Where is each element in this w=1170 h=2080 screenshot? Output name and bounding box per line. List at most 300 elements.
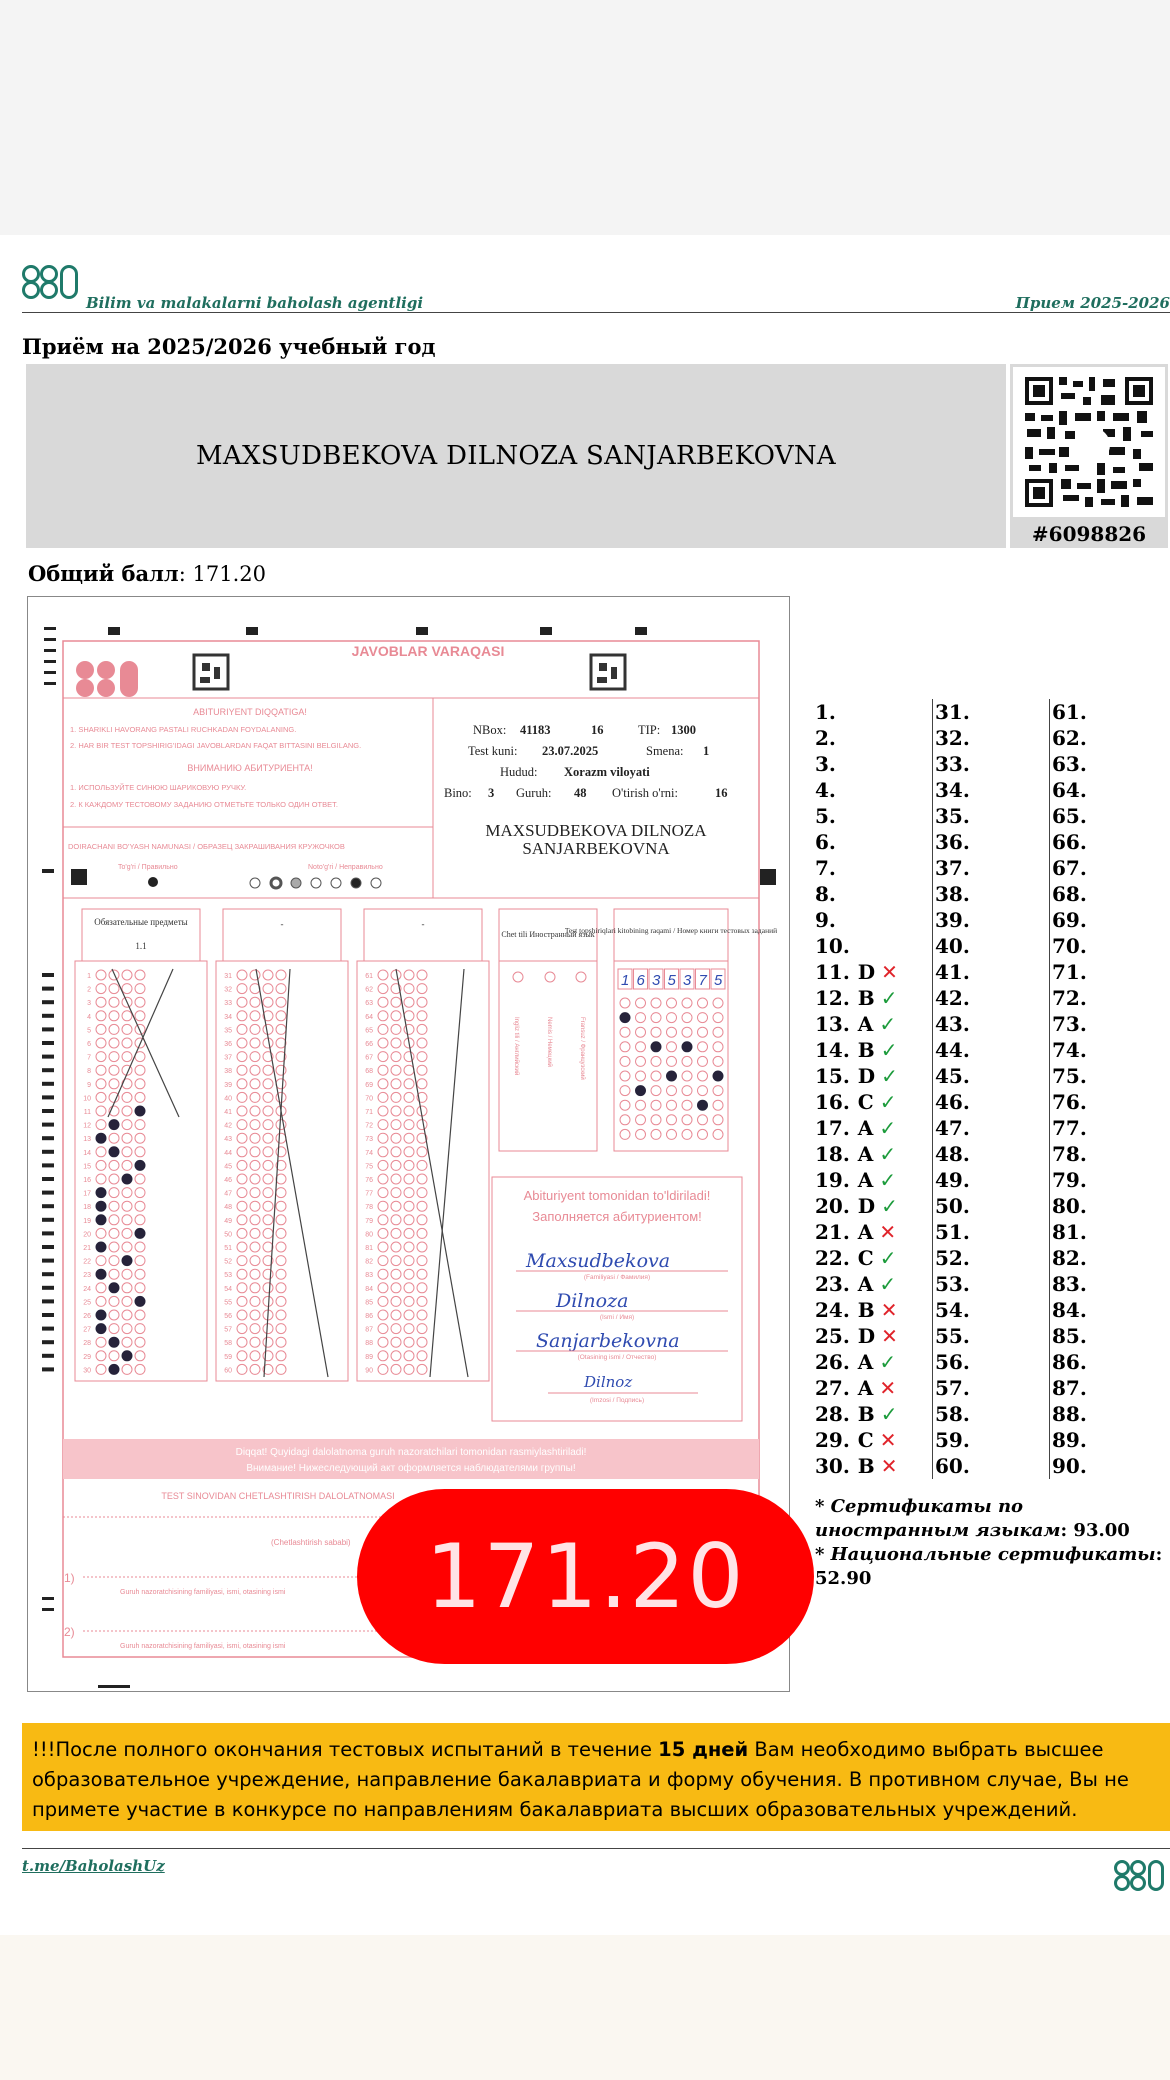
answer-number: 46. [935, 1090, 970, 1114]
answer-number: 31. [935, 700, 970, 724]
answer-bubble [417, 1364, 427, 1374]
answer-bubble [122, 984, 132, 994]
answer-number: 55. [935, 1324, 970, 1348]
answer-bubble [417, 1065, 427, 1075]
cross-icon: ✕ [880, 1298, 898, 1322]
nbox-number: 16 [591, 723, 604, 737]
booklet-bubble [698, 1086, 708, 1096]
answer-bubble [391, 1092, 401, 1102]
answer-bubble [263, 1283, 273, 1293]
smena-label: Smena: [646, 744, 684, 758]
sheet-question-number: 16 [83, 1177, 91, 1184]
answer-bubble [378, 1024, 388, 1034]
answer-row [815, 829, 933, 855]
answer-bubble [135, 1174, 145, 1184]
cross-icon: ✕ [879, 1428, 897, 1452]
answer-number: 85. [1052, 1324, 1087, 1348]
answer-number: 72. [1052, 986, 1087, 1010]
answer-row [815, 803, 933, 829]
answer-row [935, 1297, 1050, 1323]
answer-number: 37. [935, 856, 970, 880]
answer-bubble [378, 970, 388, 980]
answer-row [1052, 1219, 1167, 1245]
booklet-bubble-filled [682, 1042, 692, 1052]
booklet-bubble [620, 1115, 630, 1125]
answer-bubble [250, 1188, 260, 1198]
answer-row [815, 1245, 933, 1271]
answer-bubble [263, 1133, 273, 1143]
answer-bubble [263, 997, 273, 1007]
sheet-question-number: 77 [365, 1190, 373, 1198]
answer-number: 48. [935, 1142, 970, 1166]
answer-bubble [404, 1215, 414, 1225]
sheet-question-number: 59 [224, 1353, 232, 1361]
observer-2-label: Guruh nazoratchisining familiyasi, ismi, otasining ismi [120, 1643, 286, 1650]
answers-column-3 [1049, 699, 1167, 1479]
answer-bubble [404, 1228, 414, 1238]
answer-bubble [404, 1133, 414, 1143]
sheet-question-number: 6 [87, 1041, 91, 1048]
observer-1-number: 1) [64, 1571, 75, 1585]
answer-number: 47. [935, 1116, 970, 1140]
sheet-question-number: 36 [224, 1041, 232, 1048]
answer-row [935, 881, 1050, 907]
answer-bubble [404, 1337, 414, 1347]
sheet-question-number: 14 [83, 1149, 91, 1157]
answer-row [815, 1089, 933, 1115]
answer-bubble [96, 984, 106, 994]
answer-row [815, 1297, 933, 1323]
answer-bubble [276, 1310, 286, 1320]
answer-bubble [250, 1092, 260, 1102]
bino-label: Bino: [444, 786, 472, 800]
answer-bubble [250, 1296, 260, 1306]
answer-bubble [135, 1120, 145, 1130]
answer-row [1052, 1323, 1167, 1349]
answer-bubble [263, 1201, 273, 1211]
answer-bubble [237, 1364, 247, 1374]
answer-bubble [417, 1310, 427, 1320]
booklet-bubble [620, 998, 630, 1008]
answer-bubble [109, 1201, 119, 1211]
answer-bubble [135, 1269, 145, 1279]
answer-bubble [109, 1269, 119, 1279]
answer-number: 87. [1052, 1376, 1087, 1400]
answer-bubble [122, 1201, 132, 1211]
answer-bubble [391, 1174, 401, 1184]
answer-bubble [263, 1120, 273, 1130]
answer-bubble [391, 1147, 401, 1157]
answer-row [935, 1271, 1050, 1297]
answer-bubble [109, 1324, 119, 1334]
agency-name: Bilim va malakalarni baholash agentligi [86, 294, 424, 312]
answer-bubble [404, 1188, 414, 1198]
answer-bubble [391, 1133, 401, 1143]
answer-number: 59. [935, 1428, 970, 1452]
answer-number: 80. [1052, 1194, 1087, 1218]
booklet-bubble [636, 1056, 646, 1066]
answer-number: 19. [815, 1168, 850, 1192]
answer-number: 23. [815, 1272, 850, 1296]
answer-bubble [263, 1079, 273, 1089]
test-day-value: 23.07.2025 [542, 744, 599, 758]
answer-bubble [96, 1147, 106, 1157]
answer-row [815, 1193, 933, 1219]
banner-line-1: Diqqat! Quyidagi dalolatnoma guruh nazoratchilari tomonidan rasmiylashtiriladi! [235, 1447, 587, 1458]
answer-row [815, 1323, 933, 1349]
answer-bubble [378, 997, 388, 1007]
total-score-label: Общий балл [28, 561, 179, 586]
answer-bubble [391, 1364, 401, 1374]
answer-bubble [417, 1147, 427, 1157]
answer-row [1052, 777, 1167, 803]
booklet-bubble [667, 1013, 677, 1023]
answer-letter: A [857, 1012, 874, 1036]
answer-bubble [276, 1133, 286, 1143]
answer-bubble [417, 970, 427, 980]
answer-bubble [250, 1215, 260, 1225]
booklet-bubble [667, 1115, 677, 1125]
answer-row [935, 985, 1050, 1011]
signature-mark: Dilnoz [584, 1373, 633, 1391]
answer-bubble [391, 1310, 401, 1320]
booklet-bubble-filled [651, 1042, 661, 1052]
sheet-question-number: 57 [224, 1326, 232, 1334]
booklet-bubble [667, 1056, 677, 1066]
check-icon: ✓ [879, 1012, 897, 1036]
booklet-bubble [651, 1086, 661, 1096]
answer-bubble [417, 997, 427, 1007]
answer-row [815, 881, 933, 907]
sheet-question-number: 83 [365, 1272, 373, 1280]
answer-row [935, 1167, 1050, 1193]
answer-bubble [391, 1120, 401, 1130]
block1-code: 1.1 [135, 941, 147, 951]
answer-bubble [135, 1011, 145, 1021]
answer-number: 63. [1052, 752, 1087, 776]
answer-bubble [276, 1188, 286, 1198]
document-header [22, 283, 1170, 313]
booklet-bubble [698, 1042, 708, 1052]
bino-value: 3 [488, 786, 495, 800]
booklet-bubble [713, 998, 723, 1008]
booklet-bubble [667, 998, 677, 1008]
answer-row [1052, 855, 1167, 881]
answer-bubble [391, 1011, 401, 1021]
signature-name: Dilnoza [556, 1290, 629, 1312]
answer-bubble [237, 1310, 247, 1320]
rule-ru-1: 1. ИСПОЛЬЗУЙТЕ СИНЮЮ ШАРИКОВУЮ РУЧКУ. [70, 783, 247, 792]
answer-bubble [391, 1351, 401, 1361]
cross-icon: ✕ [881, 960, 898, 984]
answer-bubble [122, 1011, 132, 1021]
answer-bubble [276, 1024, 286, 1034]
sheet-question-number: 65 [365, 1027, 373, 1035]
sheet-question-number: 52 [224, 1258, 232, 1266]
answer-bubble [250, 1160, 260, 1170]
answer-bubble [276, 1269, 286, 1279]
answer-bubble [96, 1160, 106, 1170]
answer-bubble [417, 1188, 427, 1198]
booklet-bubble [620, 1100, 630, 1110]
answer-number: 18. [815, 1142, 850, 1166]
guruh-label: Guruh: [516, 786, 552, 800]
answer-bubble [96, 1364, 106, 1374]
answer-bubble [263, 1160, 273, 1170]
answer-bubble [109, 1024, 119, 1034]
booklet-bubble [651, 1071, 661, 1081]
answer-row [1052, 1375, 1167, 1401]
check-icon: ✓ [879, 1246, 897, 1270]
rule-uz-2: 2. HAR BIR TEST TOPSHIRIG'IDAGI JAVOBLARDAN FAQAT BITTASINI BELGILANG. [70, 741, 362, 750]
cross-icon: ✕ [880, 1454, 898, 1478]
answer-bubble [250, 1364, 260, 1374]
sheet-question-number: 46 [224, 1177, 232, 1184]
answer-number: 41. [935, 960, 970, 984]
answer-bubble [122, 1324, 132, 1334]
answer-bubble [417, 1351, 427, 1361]
answer-bubble-filled [122, 1256, 132, 1266]
booklet-bubble [698, 1027, 708, 1037]
booklet-bubble [651, 1100, 661, 1110]
answer-bubble [250, 1133, 260, 1143]
answer-number: 89. [1052, 1428, 1087, 1452]
booklet-digit: 1 [621, 972, 630, 989]
answer-bubble [263, 1024, 273, 1034]
answer-bubble [404, 1011, 414, 1021]
answer-letter: A [857, 1142, 874, 1166]
answer-bubble [135, 1337, 145, 1347]
deadline-notice [22, 1723, 1170, 1831]
answer-bubble [96, 1296, 106, 1306]
answer-bubble [417, 1201, 427, 1211]
answer-bubble [378, 1106, 388, 1116]
sheet-question-number: 41 [224, 1109, 232, 1116]
answer-bubble [404, 1324, 414, 1334]
answer-bubble [96, 1256, 106, 1266]
answer-number: 44. [935, 1038, 970, 1062]
answer-bubble [417, 1324, 427, 1334]
answer-bubble [237, 997, 247, 1007]
answer-row [935, 725, 1050, 751]
booklet-digit: 5 [714, 972, 723, 989]
sheet-question-number: 2 [87, 986, 91, 994]
answer-bubble [263, 1351, 273, 1361]
answer-number: 45. [935, 1064, 970, 1088]
booklet-bubble [713, 1115, 723, 1125]
answer-bubble-filled [135, 1296, 145, 1306]
answer-bubble [276, 1147, 286, 1157]
answer-number: 70. [1052, 934, 1087, 958]
answer-row [1052, 1401, 1167, 1427]
answer-bubble [250, 1038, 260, 1048]
booklet-bubble [620, 1086, 630, 1096]
total-score-value: 171.20 [192, 562, 266, 586]
answer-letter: D [857, 1064, 876, 1088]
answer-bubble [378, 1092, 388, 1102]
answer-bubble [417, 1228, 427, 1238]
signature-label: (Imzosi / Подпись) [589, 1397, 645, 1404]
check-icon: ✓ [879, 1090, 897, 1114]
answer-number: 51. [935, 1220, 970, 1244]
answer-letter: A [857, 1116, 874, 1140]
booklet-bubble [651, 998, 661, 1008]
answer-row [935, 1427, 1050, 1453]
answer-bubble [109, 1215, 119, 1225]
answer-row [815, 1401, 933, 1427]
answer-number: 33. [935, 752, 970, 776]
answer-bubble [391, 1324, 401, 1334]
answer-number: 10. [815, 934, 850, 958]
answer-bubble [417, 1283, 427, 1293]
answer-row [935, 1323, 1050, 1349]
answer-bubble [250, 1310, 260, 1320]
sheet-question-number: 68 [365, 1068, 373, 1076]
answer-row [935, 1219, 1050, 1245]
check-icon: ✓ [880, 1402, 898, 1426]
answer-bubble [391, 1065, 401, 1075]
answer-bubble [391, 1256, 401, 1266]
sheet-question-number: 20 [83, 1231, 91, 1239]
answer-row [935, 1037, 1050, 1063]
answer-bubble [109, 1296, 119, 1306]
answer-letter: C [857, 1246, 874, 1270]
answer-bubble [122, 1228, 132, 1238]
answer-bubble [109, 1065, 119, 1075]
answer-bubble [417, 1079, 427, 1089]
answer-row [815, 985, 933, 1011]
answer-bubble [237, 1160, 247, 1170]
answer-number: 73. [1052, 1012, 1087, 1036]
answer-bubble [276, 1079, 286, 1089]
answer-bubble [263, 1065, 273, 1075]
answer-bubble [417, 1160, 427, 1170]
sheet-question-number: 49 [224, 1217, 232, 1225]
foreign-cert-label: * Сертификаты по иностранным языкам [815, 1496, 1061, 1541]
answer-bubble [404, 1364, 414, 1374]
sheet-question-number: 27 [83, 1326, 91, 1334]
booklet-bubble-filled [713, 1071, 723, 1081]
sheet-question-number: 9 [87, 1081, 91, 1089]
answer-bubble [135, 997, 145, 1007]
booklet-bubble [636, 998, 646, 1008]
booklet-bubble [667, 1129, 677, 1139]
answer-number: 60. [935, 1454, 970, 1478]
sheet-question-number: 70 [365, 1095, 373, 1103]
answer-bubble [263, 1337, 273, 1347]
exclusion-title: TEST SINOVIDAN CHETLASHTIRISH DALOLATNOMASI [161, 1491, 395, 1501]
answer-bubble [391, 1024, 401, 1034]
answer-row [1052, 1089, 1167, 1115]
answer-row [935, 959, 1050, 985]
sheet-question-number: 53 [224, 1272, 232, 1280]
answer-letter: B [857, 1454, 875, 1478]
answer-number: 32. [935, 726, 970, 750]
answer-row [1052, 1011, 1167, 1037]
answer-bubble [378, 1283, 388, 1293]
sheet-question-number: 56 [224, 1313, 232, 1320]
answer-row [815, 1141, 933, 1167]
answer-letter: A [857, 1272, 874, 1296]
answer-bubble [378, 1038, 388, 1048]
answer-row [815, 1219, 933, 1245]
footer-divider [22, 1848, 1170, 1849]
answer-number: 36. [935, 830, 970, 854]
guruh-value: 48 [574, 786, 587, 800]
answer-row [815, 1375, 933, 1401]
answer-row [935, 803, 1050, 829]
booklet-digit: 3 [683, 972, 692, 989]
answer-bubble [237, 984, 247, 994]
answer-bubble [263, 984, 273, 994]
booklet-bubble-filled [620, 1013, 630, 1023]
booklet-bubble [682, 1115, 692, 1125]
answer-row [935, 1349, 1050, 1375]
answer-bubble-filled [96, 1201, 106, 1211]
signature-surname-label: (Familiyasi / Фамилия) [583, 1274, 651, 1281]
answer-number: 76. [1052, 1090, 1087, 1114]
sheet-question-number: 63 [365, 1000, 373, 1008]
answer-bubble [404, 1160, 414, 1170]
telegram-link[interactable]: t.me/BaholashUz [22, 1857, 165, 1875]
answer-number: 40. [935, 934, 970, 958]
sheet-question-number: 60 [224, 1367, 232, 1375]
sheet-question-number: 10 [83, 1095, 91, 1103]
footer-logo-icon [1114, 1860, 1170, 1892]
answer-bubble [417, 1120, 427, 1130]
answer-bubble [237, 1024, 247, 1034]
answer-letter: B [857, 1038, 875, 1062]
answer-bubble [135, 1364, 145, 1374]
candidate-id: #6098826 [1010, 520, 1168, 548]
svg-text:NBox: [473, 723, 506, 737]
check-icon: ✓ [879, 1168, 897, 1192]
answer-row [815, 1063, 933, 1089]
seat-label: O'tirish o'rni: [612, 786, 678, 800]
self-fill-uz: Abituriyent tomonidan to'ldiriladi! [523, 1188, 711, 1203]
rule-uz-1: 1. SHARIKLI HAVORANG PASTALI RUCHKADAN FOYDALANING. [70, 725, 297, 734]
answer-bubble [96, 1106, 106, 1116]
answer-row [815, 1427, 933, 1453]
answer-number: 11. [815, 960, 850, 984]
answer-bubble [417, 1242, 427, 1252]
answer-row [815, 725, 933, 751]
answer-bubble [122, 1188, 132, 1198]
sheet-question-number: 15 [83, 1163, 91, 1171]
answer-bubble [276, 1174, 286, 1184]
sheet-question-number: 26 [83, 1313, 91, 1320]
answer-number: 77. [1052, 1116, 1087, 1140]
answer-row [815, 959, 933, 985]
answer-number: 43. [935, 1012, 970, 1036]
answer-row [935, 1089, 1050, 1115]
answer-bubble [96, 1228, 106, 1238]
answer-letter: C [857, 1428, 874, 1452]
answer-bubble [135, 1242, 145, 1252]
answer-bubble [391, 1160, 401, 1170]
sheet-question-number: 87 [365, 1326, 373, 1334]
answer-bubble [135, 1215, 145, 1225]
sheet-question-number: 39 [224, 1081, 232, 1089]
answer-bubble [237, 1092, 247, 1102]
sheet-question-number: 75 [365, 1163, 373, 1171]
answer-bubble [109, 970, 119, 980]
block2-title: - [280, 919, 284, 929]
answer-letter: D [857, 1194, 876, 1218]
booklet-bubble [713, 1013, 723, 1023]
booklet-bubble [651, 1013, 661, 1023]
answer-number: 58. [935, 1402, 970, 1426]
